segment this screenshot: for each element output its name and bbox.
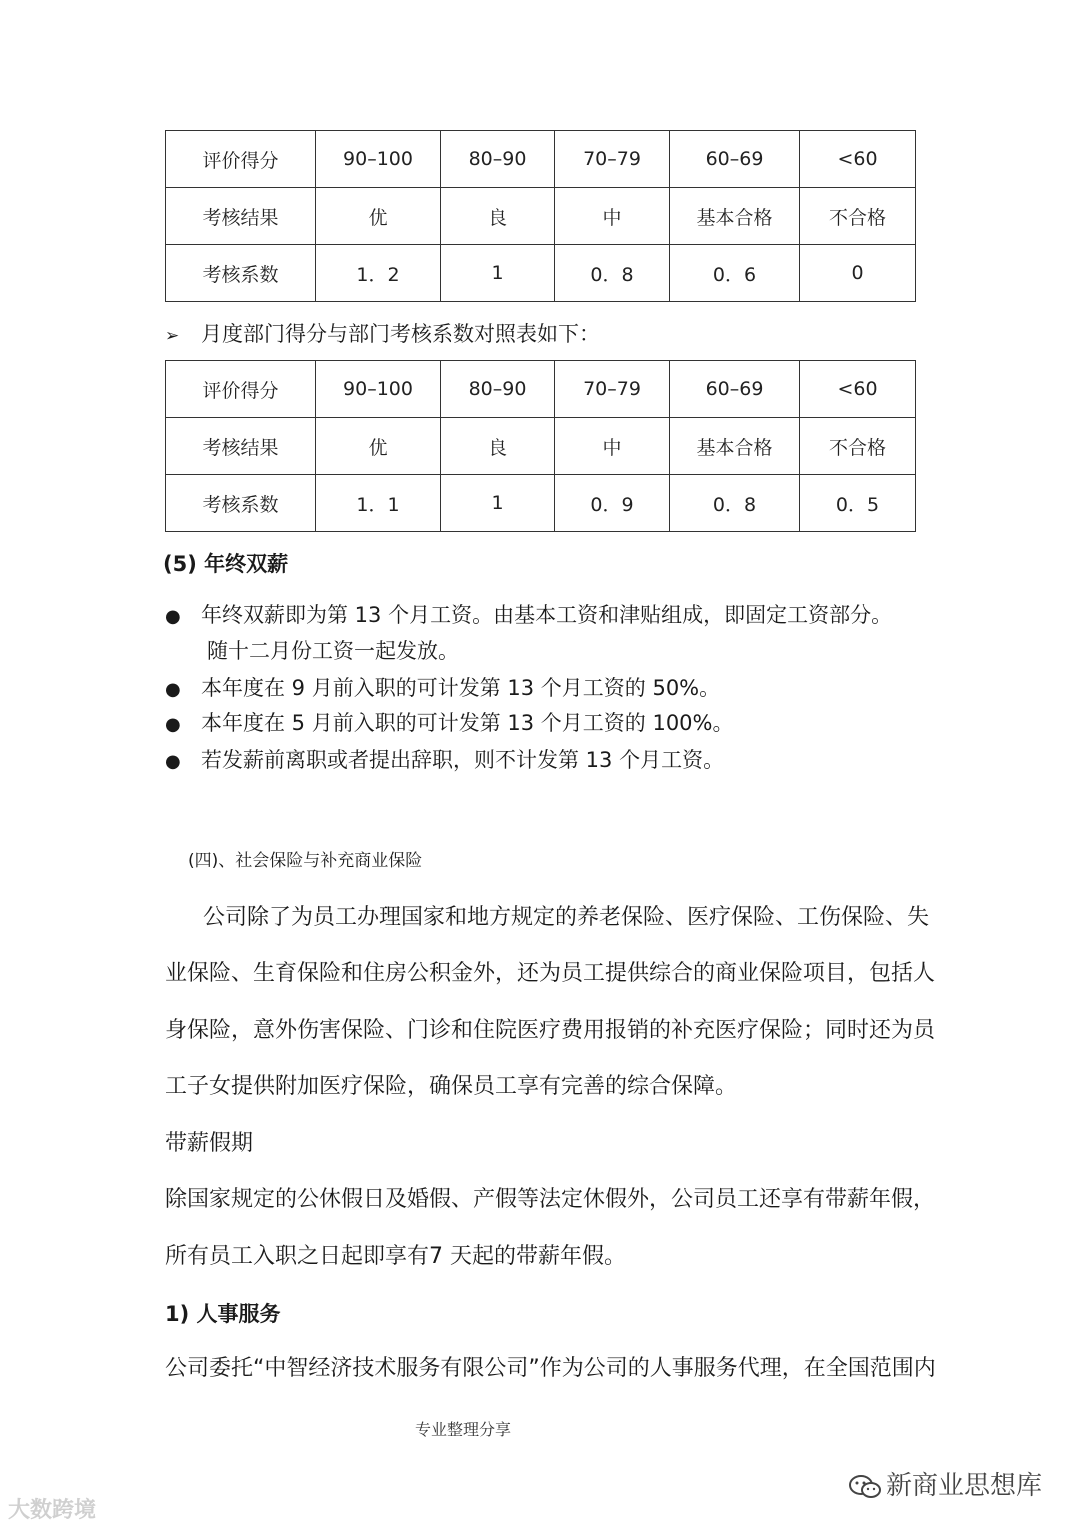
watermark-right-text: 新商业思想库 (886, 1471, 1043, 1501)
table-cell: 0．5 (800, 475, 916, 532)
paragraph-line: 公司除了为员工办理国家和地方规定的养老保险、医疗保险、工伤保险、失 (203, 905, 930, 930)
paragraph-line: 业保险、生育保险和住房公积金外，还为员工提供综合的商业保险项目，包括人 (165, 961, 936, 986)
watermark-right (848, 1465, 1042, 1502)
table-cell: 0．9 (555, 475, 670, 532)
list-item (165, 744, 724, 774)
section-heading: (5) 年终双薪 (163, 552, 289, 576)
list-item-text: 若发薪前离职或者提出辞职，则不计发第 13 个月工资。 (201, 748, 725, 772)
table-cell: 1．1 (316, 475, 441, 532)
list-item-text: 本年度在 5 月前入职的可计发第 13 个月工资的 100%。 (201, 711, 734, 735)
coefficient-table-2 (165, 360, 916, 532)
table-cell: 1 (441, 475, 555, 532)
list-item-text: 年终双薪即为第 13 个月工资。由基本工资和津贴组成，即固定工资部分。 (201, 603, 893, 627)
paragraph-line: 身保险，意外伤害保险、门诊和住院医疗费用报销的补充医疗保险；同时还为员 (165, 1018, 936, 1043)
table-cell: 0．8 (670, 475, 800, 532)
table-cell: 中 (555, 418, 670, 475)
section-heading: (四)、社会保险与补充商业保险 (188, 851, 423, 871)
table-cell: 评价得分 (166, 131, 316, 188)
table-cell: 中 (555, 188, 670, 245)
table-cell: 0．6 (670, 245, 800, 302)
arrow-bullet-icon: ➢ (165, 326, 180, 346)
table-row (166, 245, 916, 302)
watermark-left: 大数跨境 (8, 1498, 97, 1523)
page-footer: 专业整理分享 (415, 1420, 512, 1439)
paragraph-line: 除国家规定的公休假日及婚假、产假等法定休假外，公司员工还享有带薪年假， (165, 1187, 936, 1212)
table-cell: 60–69 (670, 131, 800, 188)
list-item (165, 672, 720, 702)
bullet-icon: ● (165, 606, 181, 627)
list-item-continuation: 随十二月份工资一起发放。 (207, 639, 459, 663)
table-cell: 1 (441, 245, 555, 302)
bullet-icon: ● (165, 679, 181, 700)
table-cell: 90–100 (316, 131, 441, 188)
table-row (166, 418, 916, 475)
table-intro-text: 月度部门得分与部门考核系数对照表如下： (201, 322, 600, 346)
section-heading: 1) 人事服务 (165, 1302, 281, 1326)
bullet-icon: ● (165, 714, 181, 735)
paragraph-line: 公司委托“中智经济技术服务有限公司”作为公司的人事服务代理，在全国范围内 (165, 1356, 936, 1381)
table-cell: <60 (800, 361, 916, 418)
table-cell: 0 (800, 245, 916, 302)
table-cell: 考核结果 (166, 188, 316, 245)
table-cell: 60–69 (670, 361, 800, 418)
table-cell: 0．8 (555, 245, 670, 302)
table-row (166, 188, 916, 245)
table-cell: 考核系数 (166, 245, 316, 302)
subsection-heading: 带薪假期 (165, 1131, 254, 1156)
list-item (165, 707, 734, 737)
table-intro (165, 318, 600, 348)
table-cell: 考核结果 (166, 418, 316, 475)
table-cell: 70–79 (555, 131, 670, 188)
table-cell: 不合格 (800, 188, 916, 245)
table-cell: 不合格 (800, 418, 916, 475)
table-cell: 80–90 (441, 361, 555, 418)
table-cell: 70–79 (555, 361, 670, 418)
table-cell: 良 (441, 418, 555, 475)
table-cell: 80–90 (441, 131, 555, 188)
table-cell: 1．2 (316, 245, 441, 302)
wechat-icon (848, 1474, 882, 1500)
table-row (166, 361, 916, 418)
table-cell: 基本合格 (670, 188, 800, 245)
table-cell: 优 (316, 418, 441, 475)
table-cell: 考核系数 (166, 475, 316, 532)
table-row (166, 131, 916, 188)
table-cell: 评价得分 (166, 361, 316, 418)
table-cell: 基本合格 (670, 418, 800, 475)
bullet-icon: ● (165, 751, 181, 772)
coefficient-table-1 (165, 130, 916, 302)
table-cell: 良 (441, 188, 555, 245)
table-cell: <60 (800, 131, 916, 188)
paragraph-line: 工子女提供附加医疗保险，确保员工享有完善的综合保障。 (165, 1074, 738, 1099)
table-row (166, 475, 916, 532)
table-cell: 优 (316, 188, 441, 245)
table-cell: 90–100 (316, 361, 441, 418)
list-item (165, 599, 892, 629)
paragraph-line: 所有员工入职之日起即享有7 天起的带薪年假。 (165, 1244, 626, 1269)
list-item-text: 本年度在 9 月前入职的可计发第 13 个月工资的 50%。 (201, 676, 721, 700)
